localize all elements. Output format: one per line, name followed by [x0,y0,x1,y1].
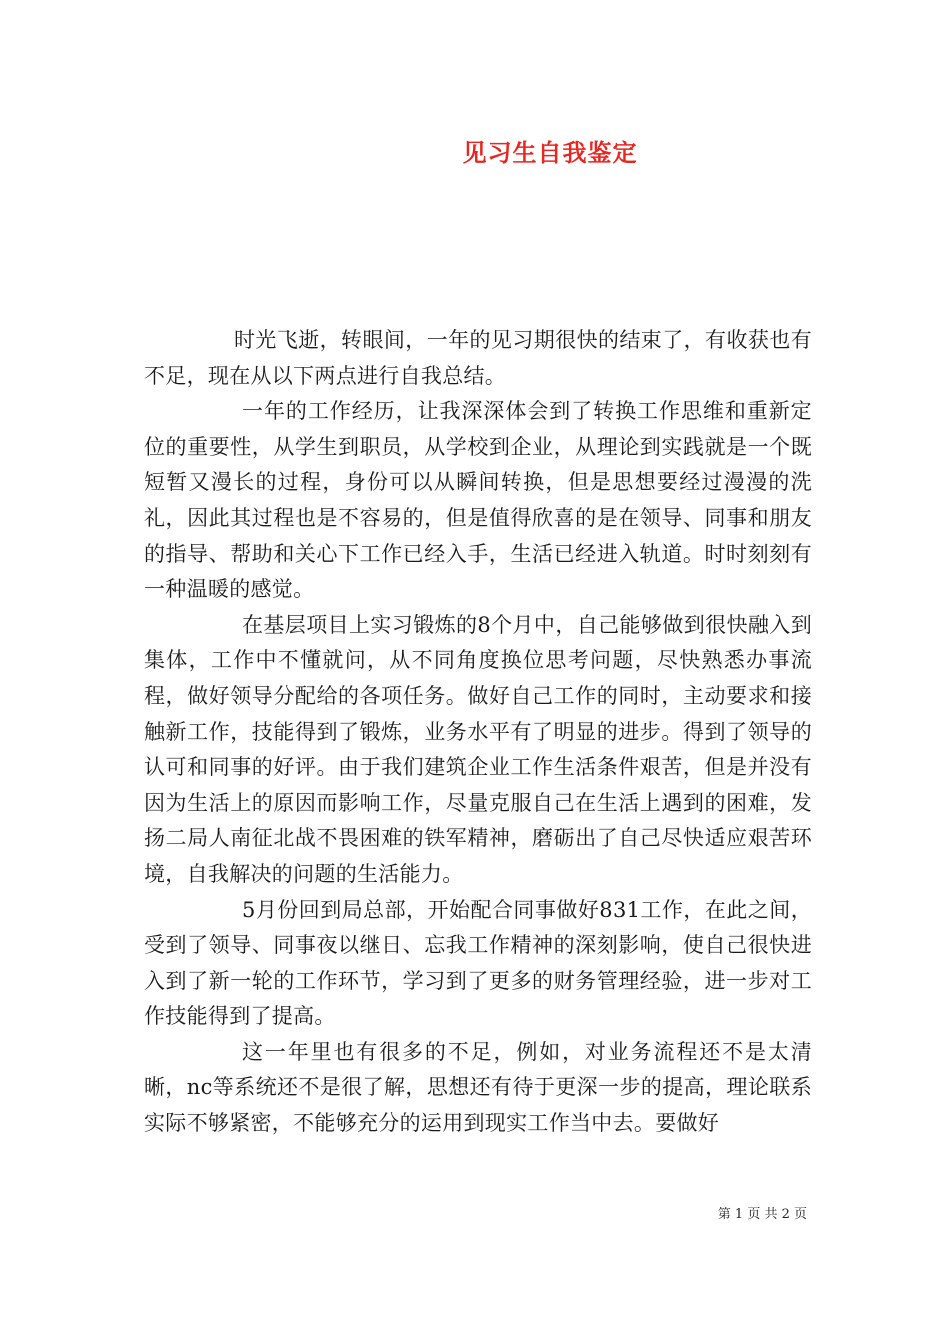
paragraph-intro: 时光飞逝，转眼间，一年的见习期很快的结束了，有收获也有不足，现在从以下两点进行自我总结。 [144,328,812,388]
paragraph-shortcomings: 这一年里也有很多的不足，例如，对业务流程还不是太清晰，nc等系统还不是很了解，思想还有待于更深一步的提高，理论联系实际不够紧密，不能够充分的运用到现实工作当中去。要做好 [144,1039,812,1136]
paragraph-work-experience: 一年的工作经历，让我深深体会到了转换工作思维和重新定位的重要性，从学生到职员，从学校到企业，从理论到实践就是一个既短暂又漫长的过程，身份可以从瞬间转换，但是思想要经过漫漫的洗礼，因此其过程也是不容易的，但是值得欣喜的是在领导、同事和朋友的指导、帮助和关心下工作已经入手，生活已经进入轨道。时时刻刻有一种温暖的感觉。 [144,399,812,602]
paragraph-headquarters: 5月份回到局总部，开始配合同事做好831工作，在此之间，受到了领导、同事夜以继日、忘我工作精神的深刻影响，使自己很快进入到了新一轮的工作环节，学习到了更多的财务管理经验，进一步对工作技能得到了提高。 [144,897,812,1029]
page-number: 第 1 页 共 2 页 [717,1207,807,1222]
paragraph-field-training: 在基层项目上实习锻炼的8个月中，自己能够做到很快融入到集体，工作中不懂就问，从不同角度换位思考问题，尽快熟悉办事流程，做好领导分配给的各项任务。做好自己工作的同时，主动要求和接触新工作，技能得到了锻炼，业务水平有了明显的进步。得到了领导的认可和同事的好评。由于我们建筑企业工作生活条件艰苦，但是并没有因为生活上的原因而影响工作，尽量克服自己在生活上遇到的困难，发扬二局人南征北战不畏困难的铁军精神，磨砺出了自己尽快适应艰苦环境，自我解决的问题的生活能力。 [144,612,812,886]
document-body [144,323,812,1142]
document-title: 见习生自我鉴定 [462,138,638,167]
